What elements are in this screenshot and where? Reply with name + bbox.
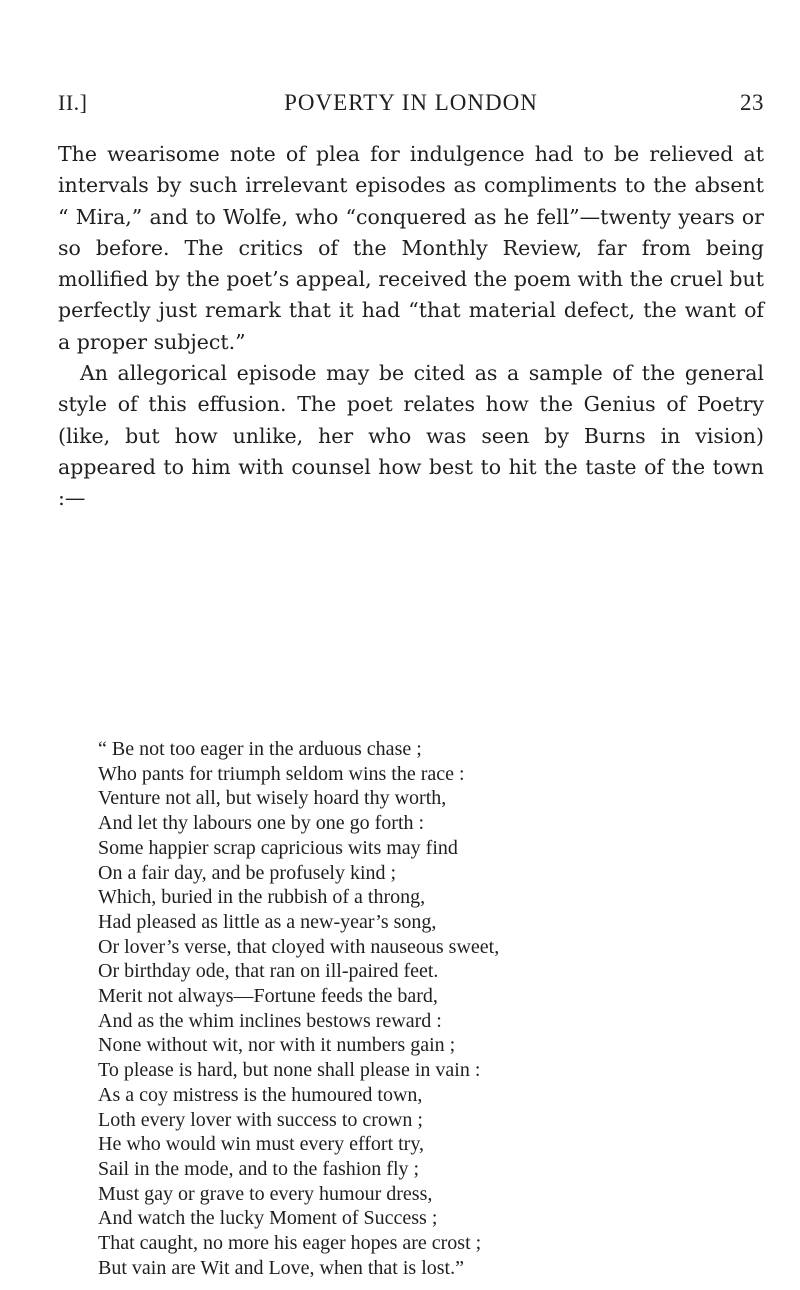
poem-line: None without wit, nor with it numbers gain ;	[98, 1034, 456, 1057]
poem-line: Which, buried in the rubbish of a throng,	[98, 886, 426, 909]
chapter-marker: II.]	[58, 90, 88, 115]
poem-line: Or lover’s verse, that cloyed with nauseous sweet,	[98, 935, 500, 958]
poem-line: As a coy mistress is the humoured town,	[98, 1083, 423, 1106]
poem-line: To please is hard, but none shall please in vain :	[98, 1059, 481, 1082]
poem-line: He who would win must every effort try,	[98, 1133, 425, 1156]
poem-line: On a fair day, and be profusely kind ;	[98, 861, 397, 884]
poem-line: Loth every lover with success to crown ;	[98, 1108, 423, 1131]
running-header	[58, 90, 764, 118]
poem-line: Merit not always—Fortune feeds the bard,	[98, 985, 438, 1008]
poem-line: Must gay or grave to every humour dress,	[98, 1182, 433, 1205]
poem-line: And let thy labours one by one go forth :	[98, 812, 425, 835]
running-title: POVERTY IN LONDON	[284, 90, 538, 115]
poem-line: Some happier scrap capricious wits may find	[98, 836, 458, 859]
poem-line: And watch the lucky Moment of Success ;	[98, 1207, 438, 1230]
poem-line: Who pants for triumph seldom wins the race :	[98, 762, 465, 785]
poem-line: Or birthday ode, that ran on ill-paired feet.	[98, 960, 439, 983]
poem-quotation	[98, 737, 758, 1280]
poem-line: “ Be not too eager in the arduous chase ;	[98, 738, 422, 760]
poem-line: Had pleased as little as a new-year’s song,	[98, 910, 437, 933]
page-number: 23	[740, 90, 764, 115]
poem-line: And as the whim inclines bestows reward :	[98, 1009, 442, 1032]
paragraph: The wearisome note of plea for indulgence had to be relieved at intervals by such irrelevant episodes as compliments to the absent “ Mira,” and to Wolfe, who “conquered as he fell”—twenty years or so before. The critics of the Monthly Review, far from being mollified by the poet’s appeal, received the poem with the cruel but perfectly just remark that it had “that material defect, the want of a proper subject.”	[58, 142, 764, 354]
poem-line: That caught, no more his eager hopes are crost ;	[98, 1232, 482, 1255]
paragraph: An allegorical episode may be cited as a sample of the general style of this effusion. The poet relates how the Genius of Poetry (like, but how unlike, her who was seen by Burns in vision) appeared to him with counsel how best to hit the taste of the town :—	[58, 361, 764, 511]
poem-line: Venture not all, but wisely hoard thy worth,	[98, 787, 447, 810]
poem-line: Sail in the mode, and to the fashion fly ;	[98, 1157, 420, 1180]
poem-line: But vain are Wit and Love, when that is lost.”	[98, 1256, 464, 1279]
prose-body	[58, 139, 764, 515]
